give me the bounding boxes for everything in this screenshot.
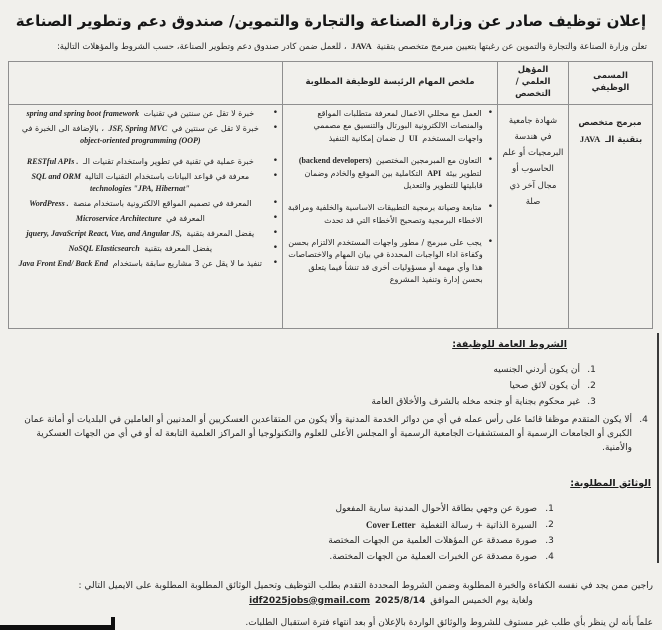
job-title-cell [569, 104, 653, 328]
document-item: .1 صورة عن وجهي بطاقة الأحوال المدنية سارية المفعول [335, 503, 554, 514]
document-item: .3 صورة مصدقة عن المؤهلات العلمية من الجهات المختصة [328, 536, 554, 547]
skill-item: • يفضل المعرفة بتقنية jquery, JavaScript React, Vue, and Angular JS, [26, 227, 278, 238]
tasks-cell [283, 104, 498, 328]
conditions-heading: الشروط العامة للوظيفة: [452, 338, 567, 350]
page-title: إعلان توظيف صادر عن وزارة الصناعة والتجارة والتموين/ صندوق دعم وتطوير الصناعة [15, 12, 647, 30]
document-item: .4 صورة مصدقة عن الخبرات العملية من الجهات المختصة. [329, 552, 554, 563]
bullet-icon: • [272, 212, 278, 223]
skill-item: • يفضل المعرفة بتقنية NoSQL Elasticsearch [68, 242, 278, 253]
deadline-text: ولغاية يوم الخميس الموافق [430, 595, 533, 606]
qualification-cell: شهادة جامعية في هندسة البرمجيات أو علم الحاسوب أو مجال آخر ذي صلة [498, 104, 569, 328]
apply-instructions: راجين ممن يجد في نفسه الكفاءة والخبرة المطلوبة وضمن الشروط المحددة التقدم بطلب التوظيف وتحميل الوثائق المطلوبة المطلوبة على الايميل التالي : [78, 581, 653, 592]
document-item: .2 السيرة الذاتية + رسالة التغطية Cover Letter [365, 519, 554, 531]
bullet-icon: • [272, 197, 278, 208]
job-title-java: JAVA [579, 134, 601, 145]
general-conditions-section [9, 339, 653, 456]
required-documents-section [9, 478, 653, 566]
intro-arabic-tail: ، للعمل ضمن كادر صندوق دعم وتطوير الصناعة، حسب الشروط والمؤهلات التالية: [56, 42, 347, 52]
skill-item: • معرفة في قواعد البيانات باستخدام التقنيات التالية SQL and ORM technologies "JPA, Hibernat" [31, 170, 278, 193]
skills-cell [9, 104, 283, 328]
footer-note: علماً بأنه لن ينظر بأي طلب غير مستوف للشروط والوثائق الواردة بالإعلان أو بعد انتهاء فترة استقبال الطلبات. [245, 617, 653, 628]
task-item: • التعاون مع المبرمجين المختصين (backend developers) لتطوير بيئة API التكاملية بين الموقع والخادم وضمان قابليتها للتطوير والتعديل [287, 155, 493, 192]
task-item: • العمل مع محللي الاعمال لمعرفة متطلبات المواقع والمنصات الالكترونية البورتال والتنسيق مع مصممي واجهات المستخدم UI ل ضمان إمكانية التنفيذ [287, 108, 493, 145]
bullet-icon: • [272, 170, 278, 181]
bullet-icon: • [272, 122, 278, 133]
bullet-icon: • [272, 257, 278, 268]
documents-heading: الوثائق المطلوبة: [570, 477, 651, 489]
table-header-row [9, 62, 653, 105]
intro-java-keyword: JAVA [351, 41, 372, 51]
job-title-arabic: مبرمج متخصص بتقنية الـ [578, 117, 643, 146]
job-table [8, 61, 653, 329]
table-body-row [9, 104, 653, 328]
header-qualification: المؤهل العلمي / التخصص [498, 62, 569, 105]
bullet-icon: • [272, 227, 278, 238]
bullet-icon: • [272, 107, 278, 118]
condition-item: .4 ألا يكون المتقدم موظفا قائما على رأس عمله في أي من دوائر الخدمة المدنية وألا يكون من المتقاعدين العسكريين أو المدنيين أو العاملين في البلديات أو أمانة عمان الكبرى أو الجامعات الرسمية أو المستشفيات الجامعية الرسمية أو المجلس الأعلى للعلوم والتكنولوجيا أو المراكز العلمية التابعة له أو في أي من الجهات العسكرية والأمنية. [24, 414, 648, 453]
condition-item: .2 أن يكون لائق صحيا [509, 380, 596, 391]
footer [9, 579, 653, 627]
bullet-icon: • [487, 202, 493, 213]
email-address: idf2025jobs@gmail.com [249, 595, 371, 606]
deadline-line [9, 596, 653, 606]
deadline-date: 2025/8/14 [374, 595, 426, 606]
skill-item: • خبرة لا تقل عن سنتين في JSF, Spring MVC ، بالإضافة الى الخبرة في object-oriented programming (OOP) [21, 122, 278, 145]
header-skills-empty [9, 62, 283, 105]
header-job-title: المسمى الوظيفي [569, 62, 653, 105]
documents-list [9, 503, 555, 566]
skill-item: • خبرة لا تقل عن سنتين في تقنيات spring and spring boot framework [26, 107, 278, 118]
bullet-icon: • [272, 155, 278, 166]
bullet-icon: • [487, 237, 493, 248]
intro-text [14, 39, 648, 55]
scan-artifact-corner-vertical [111, 617, 115, 630]
scan-artifact-right-line [657, 333, 659, 563]
condition-item: .1 أن يكون أردني الجنسيه [493, 364, 596, 375]
bullet-icon: • [487, 107, 493, 118]
conditions-list [9, 364, 653, 456]
skill-item: • خبرة عملية في تقنية في تطوير واستخدام تقنيات الـ RESTful APIs . [26, 155, 278, 166]
condition-item: .3 غير محكوم بجناية أو جنحه مخله بالشرف والأخلاق العامة [371, 396, 596, 407]
bullet-icon: • [272, 242, 278, 253]
skill-item: • المعرفة في Microservice Architecture [75, 212, 278, 223]
task-item: • متابعة وصيانة برمجية التطبيقات الاساسية والخلفية ومراقبة الاخطاء البرمجية وتصحيح الأخطاء التي قد تحدث [287, 202, 493, 227]
skill-item: • المعرفة في تصميم المواقع الالكترونية باستخدام منصة WordPress . [29, 197, 278, 208]
task-item: • يجب على مبرمج / مطور واجهات المستخدم الالتزام بحسن وكفاءة اداء الواجبات المحددة في بيان المهام والاختصاصات هذا وأي مهمة أو مسؤوليات أخرى قد تنشأ فيما يتعلق بحسن إدارة وتنفيذ المشروع [287, 237, 493, 287]
scan-artifact-corner-horizontal [0, 625, 115, 630]
skill-item: • تنفيذ ما لا يقل عن 3 مشاريع سابقة باستخدام Java Front End/ Back End [18, 257, 278, 268]
header-tasks: ملخص المهام الرئيسة للوظيفة المطلوبة [283, 62, 498, 105]
bullet-icon: • [487, 155, 493, 166]
intro-arabic: تعلن وزارة الصناعة والتجارة والتموين عن رغبتها بتعيين مبرمج متخصص بتقنية [376, 42, 647, 52]
